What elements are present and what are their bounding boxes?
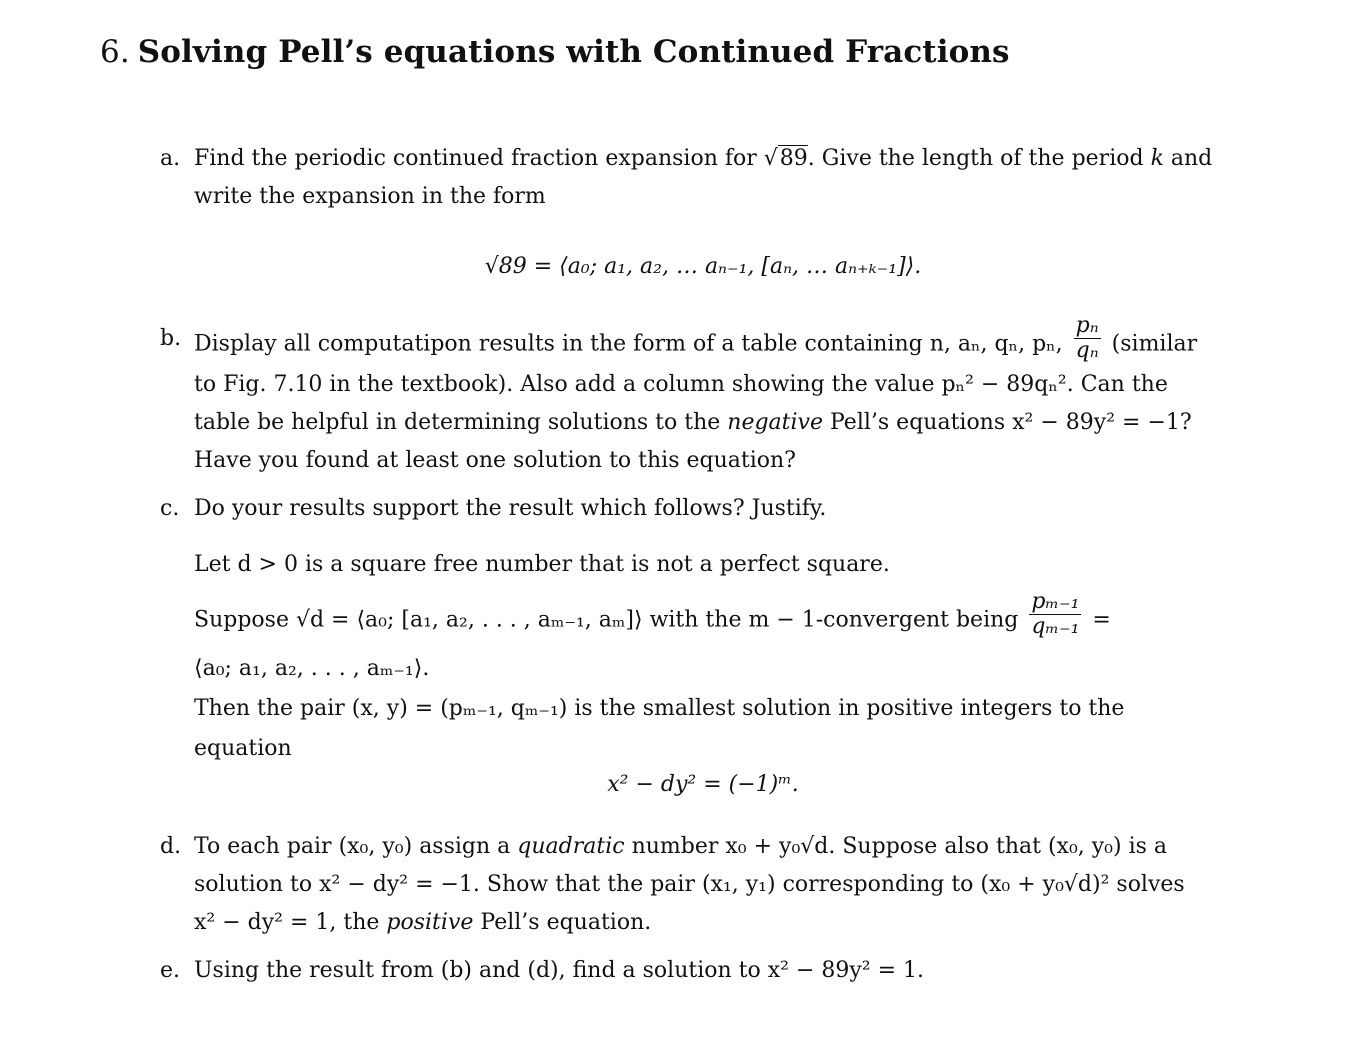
item-b-line3 (194, 410, 1192, 435)
item-a-line2: write the expansion in the form (194, 184, 546, 209)
convergent-denominator: qₘ₋₁ (1031, 614, 1080, 639)
fraction-denominator: qₙ (1075, 338, 1099, 363)
item-a-formula (194, 254, 1212, 279)
item-a-formula-text: √89 = ⟨a₀; a₁, a₂, … aₙ₋₁, [aₙ, … aₙ₊ₖ₋₁]⟩. (484, 254, 922, 279)
item-c-line3-end: = (1092, 607, 1111, 633)
item-b-negative: negative (727, 410, 823, 435)
section-title-text: Solving Pell’s equations with Continued Fractions (137, 34, 1010, 70)
fraction-numerator: pₙ (1075, 313, 1099, 338)
item-e (160, 958, 1212, 998)
item-d-positive: positive (386, 910, 474, 935)
item-d-line3-post: Pell’s equation. (473, 910, 652, 935)
item-b-line1-end: (similar (1111, 331, 1198, 357)
item-a-line1-end: and (1163, 146, 1213, 171)
item-e-label: e. (160, 958, 181, 983)
item-c-formula (194, 772, 1212, 797)
item-b-line2: to Fig. 7.10 in the textbook). Also add a column showing the value pₙ² − 89qₙ². Can the (194, 372, 1168, 397)
period-k: k (1150, 146, 1164, 171)
item-b-line4: Have you found at least one solution to this equation? (194, 448, 796, 473)
item-b-line3-post: Pell’s equations x² − 89y² = −1? (823, 410, 1192, 435)
item-b-line1 (194, 313, 1198, 363)
item-c-line3 (194, 589, 1111, 639)
item-b (160, 313, 1212, 480)
item-a-radicand: 89 (779, 146, 808, 171)
fraction-pn-qn (1074, 314, 1101, 363)
item-d-label: d. (160, 834, 182, 859)
item-c-label: c. (160, 496, 180, 521)
item-c-line1: Do your results support the result which follows? Justify. (194, 496, 827, 521)
convergent-numerator: pₘ₋₁ (1031, 589, 1080, 614)
item-b-label: b. (160, 326, 182, 351)
item-e-line1: Using the result from (b) and (d), find a solution to x² − 89y² = 1. (194, 958, 925, 983)
item-a-line1 (194, 146, 1212, 171)
item-d-line1 (194, 834, 1167, 859)
item-d-line1-post: number x₀ + y₀√d. Suppose also that (x₀, y₀) is a (624, 834, 1168, 859)
item-d-line1-pre: To each pair (x₀, y₀) assign a (194, 834, 518, 859)
item-a-label: a. (160, 146, 181, 171)
item-c-line5: Then the pair (x, y) = (pₘ₋₁, qₘ₋₁) is the smallest solution in positive integers to the (194, 696, 1125, 721)
sqrt-sign: √ (763, 146, 778, 171)
item-a-line1-post: . Give the length of the period (807, 146, 1151, 171)
item-c-line4: ⟨a₀; a₁, a₂, . . . , aₘ₋₁⟩. (194, 656, 430, 681)
item-d-line2: solution to x² − dy² = −1. Show that the pair (x₁, y₁) corresponding to (x₀ + y₀√d)² solves (194, 872, 1185, 897)
item-a-line1-pre: Find the periodic continued fraction expansion for (194, 146, 764, 171)
fraction-convergent (1029, 590, 1081, 639)
section-title (100, 34, 1010, 70)
item-b-line3-pre: table be helpful in determining solutions to the (194, 410, 728, 435)
item-b-line1-text: Display all computatipon results in the form of a table containing n, aₙ, qₙ, pₙ, (194, 331, 1063, 357)
item-c-line2: Let d > 0 is a square free number that is not a perfect square. (194, 552, 890, 577)
section-number: 6. (100, 34, 130, 70)
item-d-line3 (194, 910, 651, 935)
item-c (160, 496, 1212, 816)
item-c-formula-text: x² − dy² = (−1)ᵐ. (607, 772, 799, 797)
item-a (160, 146, 1213, 279)
item-c-line3-pre: Suppose √d = ⟨a₀; [a₁, a₂, . . . , aₘ₋₁, aₘ]⟩ with the m − 1-convergent being (194, 607, 1019, 633)
item-d-line3-pre: x² − dy² = 1, the (194, 910, 387, 935)
item-d-quadratic: quadratic (517, 834, 625, 859)
item-c-line6: equation (194, 736, 292, 761)
item-d (160, 834, 1212, 944)
